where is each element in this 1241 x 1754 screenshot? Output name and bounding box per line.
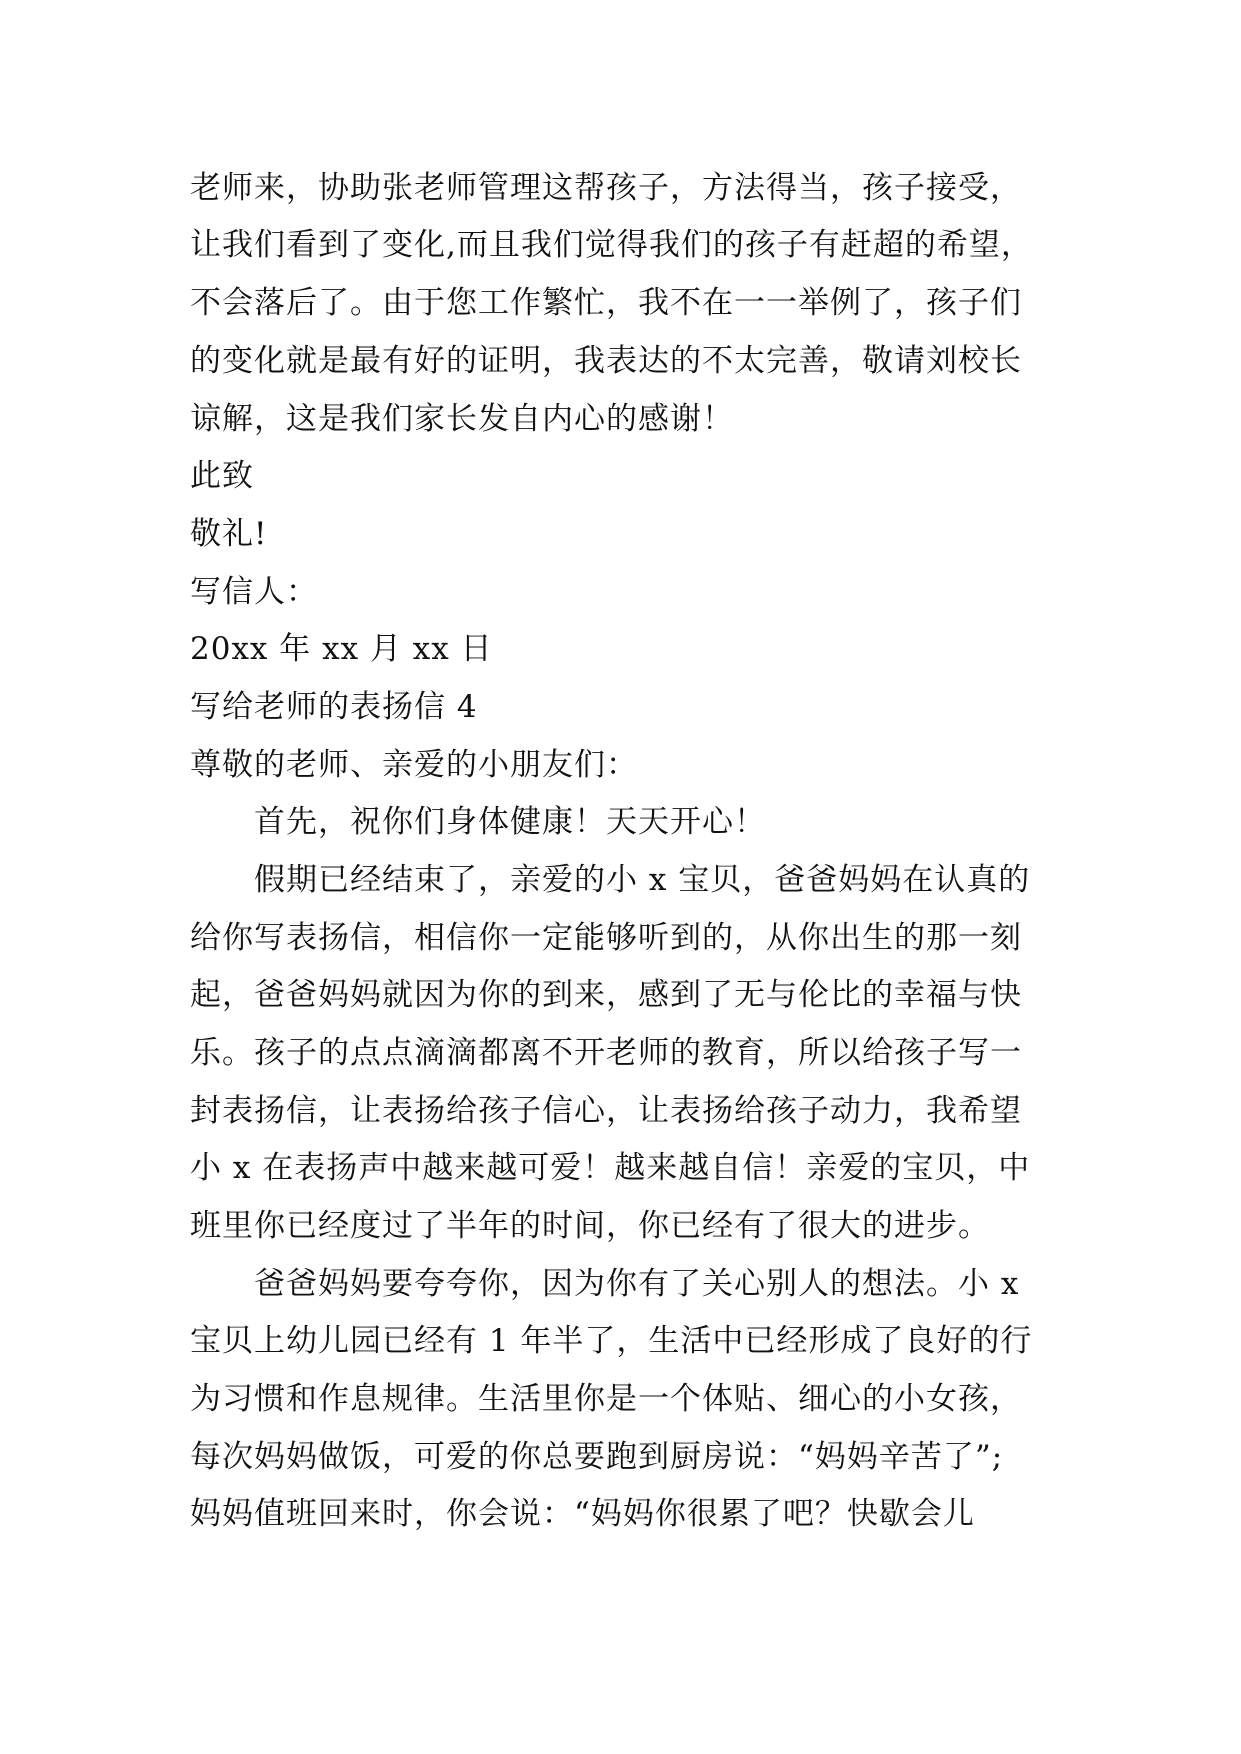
- body-line: 为习惯和作息规律。生活里你是一个体贴、细心的小女孩，: [190, 1381, 1022, 1417]
- closing-salutation: 此致: [190, 458, 254, 494]
- body-line: 妈妈值班回来时，你会说：“妈妈你很累了吧？快歇会儿: [190, 1496, 975, 1532]
- body-line: 乐。孩子的点点滴滴都离不开老师的教育，所以给孩子写一: [190, 1035, 1022, 1071]
- body-line: 起，爸爸妈妈就因为你的到来，感到了无与伦比的幸福与快: [190, 977, 1022, 1013]
- body-line: 首先，祝你们身体健康！天天开心！: [254, 804, 766, 840]
- section-title: 写给老师的表扬信 4: [190, 689, 478, 725]
- body-line: 爸爸妈妈要夸夸你，因为你有了关心别人的想法。小 x: [254, 1266, 1020, 1302]
- body-line: 让我们看到了变化,而且我们觉得我们的孩子有赶超的希望，: [190, 227, 1033, 263]
- body-line: 老师来，协助张老师管理这帮孩子，方法得当，孩子接受，: [190, 170, 1022, 206]
- greeting-line: 尊敬的老师、亲爱的小朋友们：: [190, 747, 638, 783]
- body-line: 给你写表扬信，相信你一定能够听到的，从你出生的那一刻: [190, 920, 1022, 956]
- body-line: 的变化就是最有好的证明，我表达的不太完善，敬请刘校长: [190, 343, 1022, 379]
- body-line: 每次妈妈做饭，可爱的你总要跑到厨房说：“妈妈辛苦了”;: [190, 1439, 1004, 1475]
- date-line: 20xx 年 xx 月 xx 日: [190, 631, 493, 667]
- body-line: 假期已经结束了，亲爱的小 x 宝贝，爸爸妈妈在认真的: [254, 862, 1031, 898]
- body-line: 小 x 在表扬声中越来越可爱！越来越自信！亲爱的宝贝，中: [190, 1150, 1031, 1186]
- closing-regards: 敬礼!: [190, 516, 268, 552]
- signature-label: 写信人：: [190, 574, 318, 610]
- body-line: 宝贝上幼儿园已经有 1 年半了，生活中已经形成了良好的行: [190, 1323, 1033, 1359]
- body-line: 谅解，这是我们家长发自内心的感谢！: [190, 401, 734, 437]
- body-line: 班里你已经度过了半年的时间，你已经有了很大的进步。: [190, 1208, 990, 1244]
- body-line: 封表扬信，让表扬给孩子信心，让表扬给孩子动力，我希望: [190, 1093, 1022, 1129]
- body-line: 不会落后了。由于您工作繁忙，我不在一一举例了，孩子们: [190, 285, 1022, 321]
